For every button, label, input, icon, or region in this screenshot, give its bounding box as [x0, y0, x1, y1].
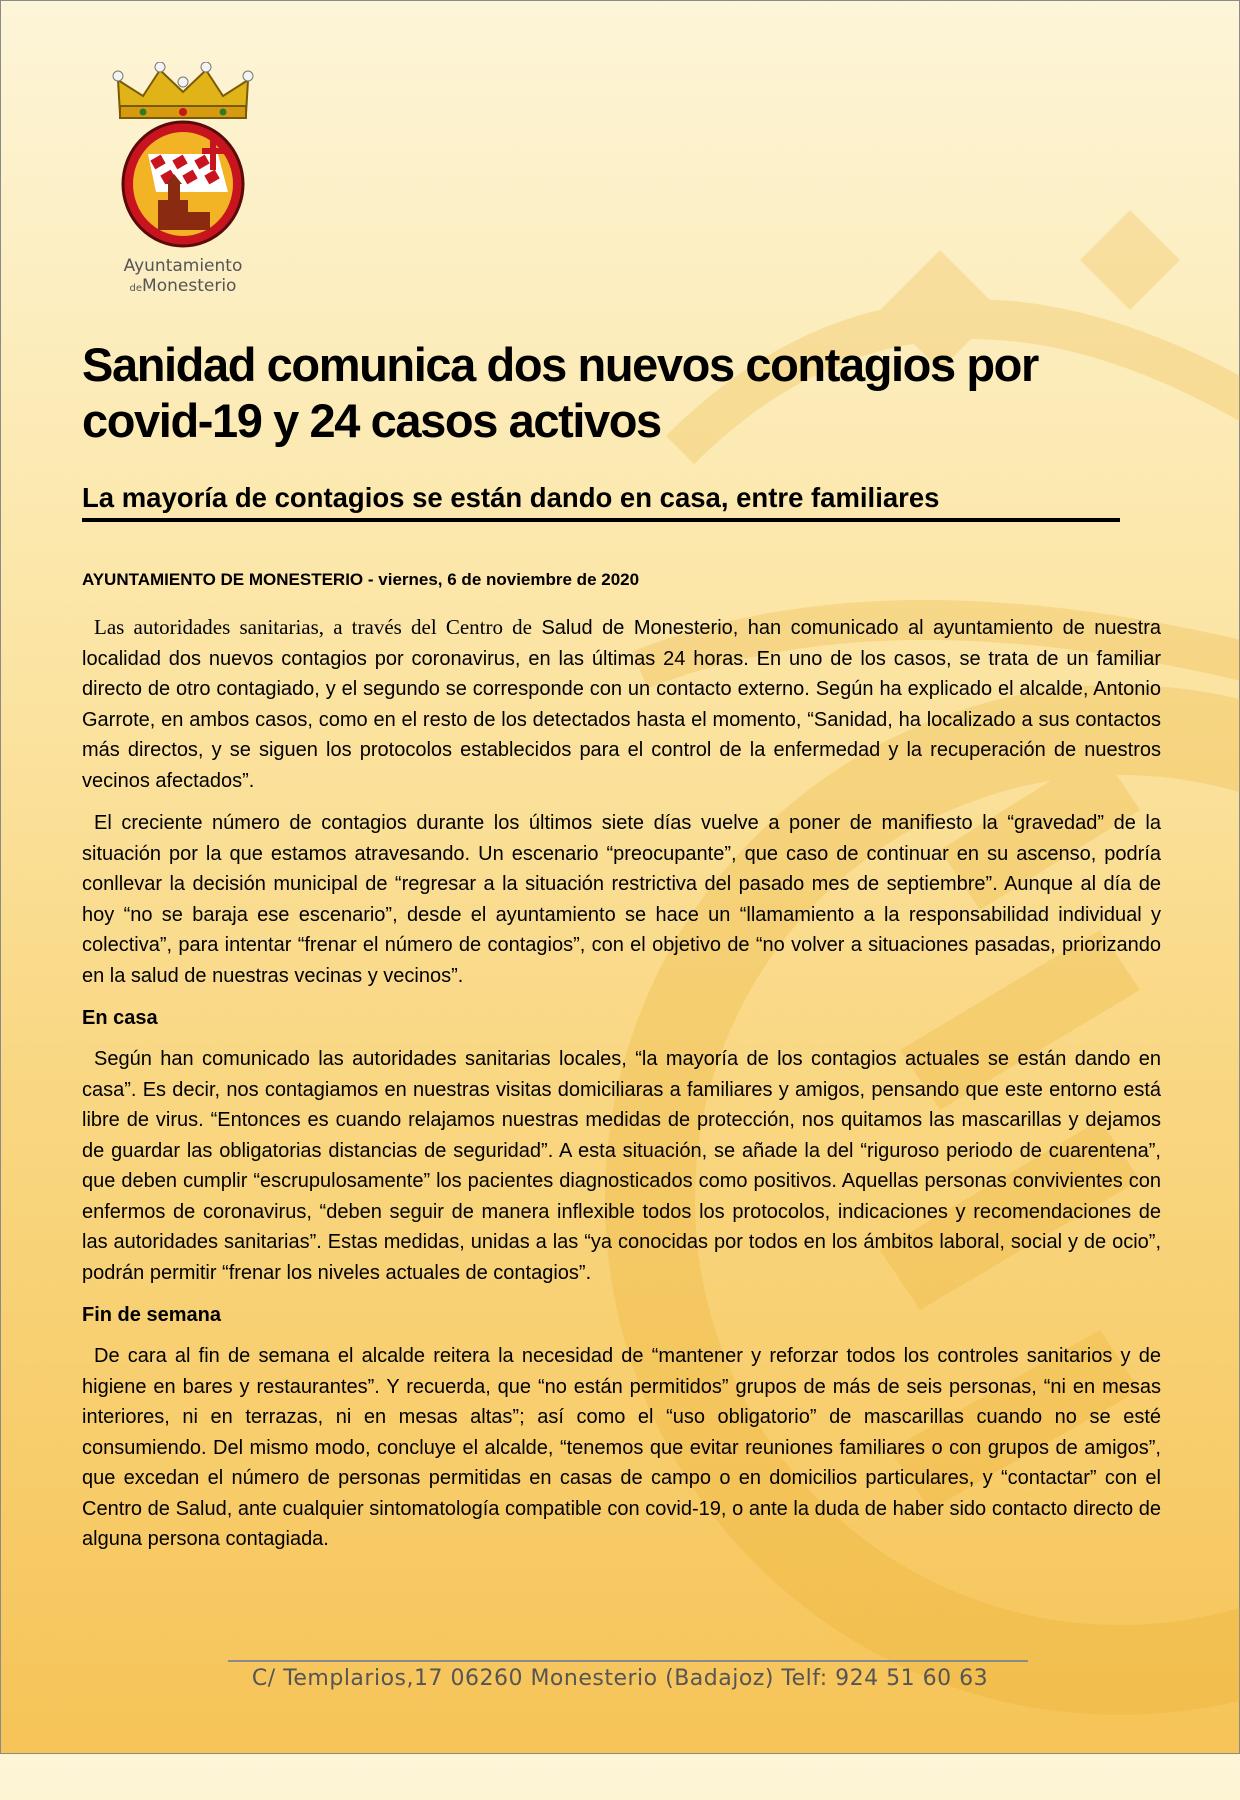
- coat-of-arms-icon: [98, 62, 268, 252]
- logo-line-ayuntamiento: Ayuntamiento: [123, 256, 243, 276]
- paragraph-3: Según han comunicado las autoridades sanitarias locales, “la mayoría de los contagios actuales se están dando en casa”. Es decir, nos contagiamos en nuestras visitas domiciliaras a familiares y amigos, pensando que este entorno está libre de virus. “Entonces es cuando relajamos nuestras medidas de protección, nos quitamos las mascarillas y dejamos de guardar las obligatorias distancias de seguridad”. A esta situación, se añade la del “riguroso periodo de cuarentena”, que deben cumplir “escrupulosamente” los pacientes diagnosticados como positivos. Aquellas personas convivientes con enfermos de coronavirus, “deben seguir de manera inflexible todos los protocolos, indicaciones y recomendaciones de las autoridades sanitarias”. Estas medidas, unidas a las “ya conocidas por todos en los ámbitos laboral, social y de ocio”, podrán permitir “frenar los niveles actuales de contagios”.: [82, 1048, 1161, 1284]
- logo-line-monesterio: [98, 276, 268, 299]
- section-heading-en-casa: En casa: [82, 1007, 158, 1029]
- ayuntamiento-logo: [98, 62, 268, 307]
- paragraph-1: [82, 612, 1161, 796]
- section-heading-fin-de-semana: Fin de semana: [82, 1304, 221, 1326]
- dateline: AYUNTAMIENTO DE MONESTERIO - viernes, 6 de noviembre de 2020: [82, 570, 640, 589]
- logo-text: [98, 256, 268, 299]
- logo-line-name: Monesterio: [142, 276, 237, 296]
- logo-line-de: de: [129, 283, 143, 294]
- paragraph-1-text: Salud de Monesterio, han comunicado al ayuntamiento de nuestra localidad dos nuevos contagios por coronavirus, en las últimas 24 horas. En uno de los casos, se trata de un familiar directo de otro contagiado, y el segundo se corresponde con un contacto externo. Según ha explicado el alcalde, Antonio Garrote, en ambos casos, como en el resto de los detectados hasta el momento, “Sanidad, ha localizado a sus contactos más directos, y se siguen los protocolos establecidos para el control de la enfermedad y la recuperación de nuestros vecinos afectados”.: [82, 617, 1162, 792]
- article-body: [82, 612, 1161, 1567]
- subheadline-underline: [82, 518, 1120, 522]
- headline: Sanidad comunica dos nuevos contagios por covid-19 y 24 casos activos: [82, 338, 1038, 447]
- subheadline: La mayoría de contagios se están dando en casa, entre familiares: [82, 482, 940, 513]
- paragraph-4: De cara al fin de semana el alcalde reitera la necesidad de “mantener y reforzar todos los controles sanitarios y de higiene en bares y restaurantes”. Y recuerda, que “no están permitidos” grupos de más de seis personas, “ni en mesas interiores, ni en terrazas, ni en mesas altas”; así como el “uso obligatorio” de mascarillas cuando no se esté consumiendo. Del mismo modo, concluye el alcalde, “tenemos que evitar reuniones familiares o con grupos de amigos”, que excedan el número de personas permitidas en casas de campo o en domicilios particulares, y “contactar” con el Centro de Salud, ante cualquier sintomatología compatible con covid-19, o ante la duda de haber sido contacto directo de alguna persona contagiada.: [82, 1345, 1161, 1550]
- footer-divider: [228, 1660, 1028, 1662]
- paragraph-2: El creciente número de contagios durante los últimos siete días vuelve a poner de manifiesto la “gravedad” de la situación por la que estamos atravesando. Un escenario “preocupante”, que caso de continuar en su ascenso, podría conllevar la decisión municipal de “regresar a la situación restrictiva del pasado mes de septiembre”. Aunque al día de hoy “no se baraja ese escenario”, desde el ayuntamiento se hace un “llamamiento a la responsabilidad individual y colectiva”, para intentar “frenar el número de contagios”, con el objetivo de “no volver a situaciones pasadas, priorizando en la salud de nuestras vecinas y vecinos”.: [82, 812, 1161, 987]
- paragraph-1-serif-lead: Las autoridades sanitarias, a través del Centro de: [94, 615, 532, 639]
- footer-address: C/ Templarios,17 06260 Monesterio (Badajoz) Telf: 924 51 60 63: [251, 1666, 989, 1691]
